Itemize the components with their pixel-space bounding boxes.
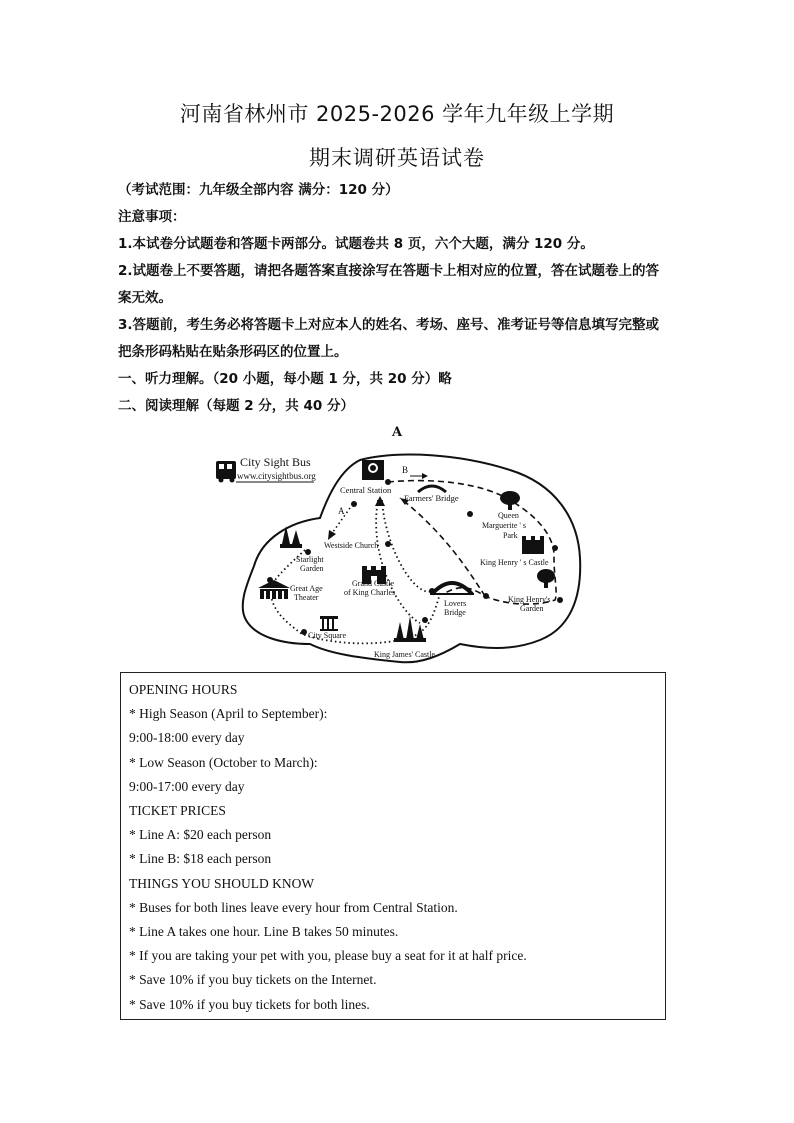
label-queen-park-2: Marguerite ' s (482, 521, 526, 530)
label-king-henrys-garden-2: Garden (520, 604, 544, 613)
label-king-james-castle: King James' Castle (374, 650, 435, 659)
ticket-prices-heading: TICKET PRICES (129, 803, 226, 819)
label-farmers-bridge: Farmers' Bridge (404, 493, 459, 503)
line-a-route (376, 500, 420, 623)
label-starlight-1: Starlight (296, 555, 324, 564)
know-item-1: * Buses for both lines leave every hour from Central Station. (129, 899, 458, 915)
central-station-icon (362, 460, 384, 480)
label-central-station: Central Station (340, 485, 392, 495)
bus-info-box (120, 672, 666, 1020)
king-james-castle-icon (394, 616, 426, 642)
label-grand-castle-2: of King Charles (344, 588, 396, 597)
know-item-5: * Save 10% if you buy tickets for both lines. (129, 996, 370, 1012)
line-b-price: * Line B: $18 each person (129, 851, 272, 867)
label-great-age-1: Great Age (290, 584, 323, 593)
label-city-square: City Square (308, 631, 346, 640)
label-king-henrys-castle: King Henry ' s Castle (480, 558, 549, 567)
lovers-bridge-icon (430, 583, 474, 594)
park-tree-icon (500, 491, 520, 510)
section-listening: 一、听力理解。（20 小题，每小题 1 分，共 20 分）略 (118, 371, 452, 387)
note-2-line1: 2.试题卷上不要答题，请把各题答案直接涂写在答题卡上相对应的位置，答在试题卷上的答 (118, 263, 660, 279)
note-2-line2: 案无效。 (118, 290, 172, 306)
label-starlight-2: Garden (300, 564, 324, 573)
note-3-line1: 3.答题前，考生务必将答题卡上对应本人的姓名、考场、座号、准考证号等信息填写完整或 (118, 317, 660, 333)
farmers-bridge-icon (418, 486, 446, 492)
know-item-2: * Line A takes one hour. Line B takes 50 minutes. (129, 924, 399, 940)
map-brand: City Sight Bus (240, 455, 311, 469)
passage-label: A (391, 425, 403, 440)
know-item-4: * Save 10% if you buy tickets on the Internet. (129, 972, 377, 988)
label-queen-park-3: Park (503, 531, 518, 540)
things-to-know-heading: THINGS YOU SHOULD KNOW (129, 875, 315, 891)
bus-icon (216, 461, 236, 483)
label-grand-castle-1: Grand Castle (352, 579, 394, 588)
exam-scope: （考试范围：九年级全部内容 满分：120 分） (118, 182, 399, 198)
label-line-b: B (402, 465, 409, 475)
high-season: * High Season (April to September): (129, 706, 328, 722)
label-lovers-2: Bridge (444, 608, 466, 617)
low-season: * Low Season (October to March): (129, 754, 318, 770)
opening-hours-heading: OPENING HOURS (129, 682, 238, 697)
section-reading: 二、阅读理解（每题 2 分，共 40 分） (118, 398, 354, 414)
map-website: www.citysightbus.org (237, 471, 316, 481)
city-square-icon (320, 616, 338, 631)
note-1: 1.本试卷分试题卷和答题卡两部分。试题卷共 8 页，六个大题，满分 120 分。 (118, 236, 594, 252)
high-season-hours: 9:00-18:00 every day (129, 730, 245, 746)
note-3-line2: 把条形码粘贴在贴条形码区的位置上。 (118, 344, 348, 360)
label-lovers-1: Lovers (444, 599, 467, 608)
theater-icon (258, 580, 290, 599)
notes-heading: 注意事项： (118, 209, 186, 225)
label-westside-church: Westside Church (324, 541, 379, 550)
label-great-age-2: Theater (294, 593, 319, 602)
low-season-hours: 9:00-17:00 every day (129, 778, 245, 794)
line-a-price: * Line A: $20 each person (129, 827, 272, 843)
know-item-3: * If you are taking your pet with you, please buy a seat for it at half price. (129, 948, 527, 964)
garden-tree-icon (537, 569, 555, 588)
king-henrys-castle-icon (522, 536, 544, 554)
label-line-a: A (338, 506, 345, 516)
label-king-henrys-garden-1: King Henry's (508, 595, 551, 604)
label-queen-park-1: Queen (498, 511, 519, 520)
city-sight-bus-map (210, 448, 590, 668)
exam-title-line1: 河南省林州市 2025-2026 学年九年级上学期 (179, 102, 615, 126)
exam-title-line2: 期末调研英语试卷 (309, 146, 485, 170)
